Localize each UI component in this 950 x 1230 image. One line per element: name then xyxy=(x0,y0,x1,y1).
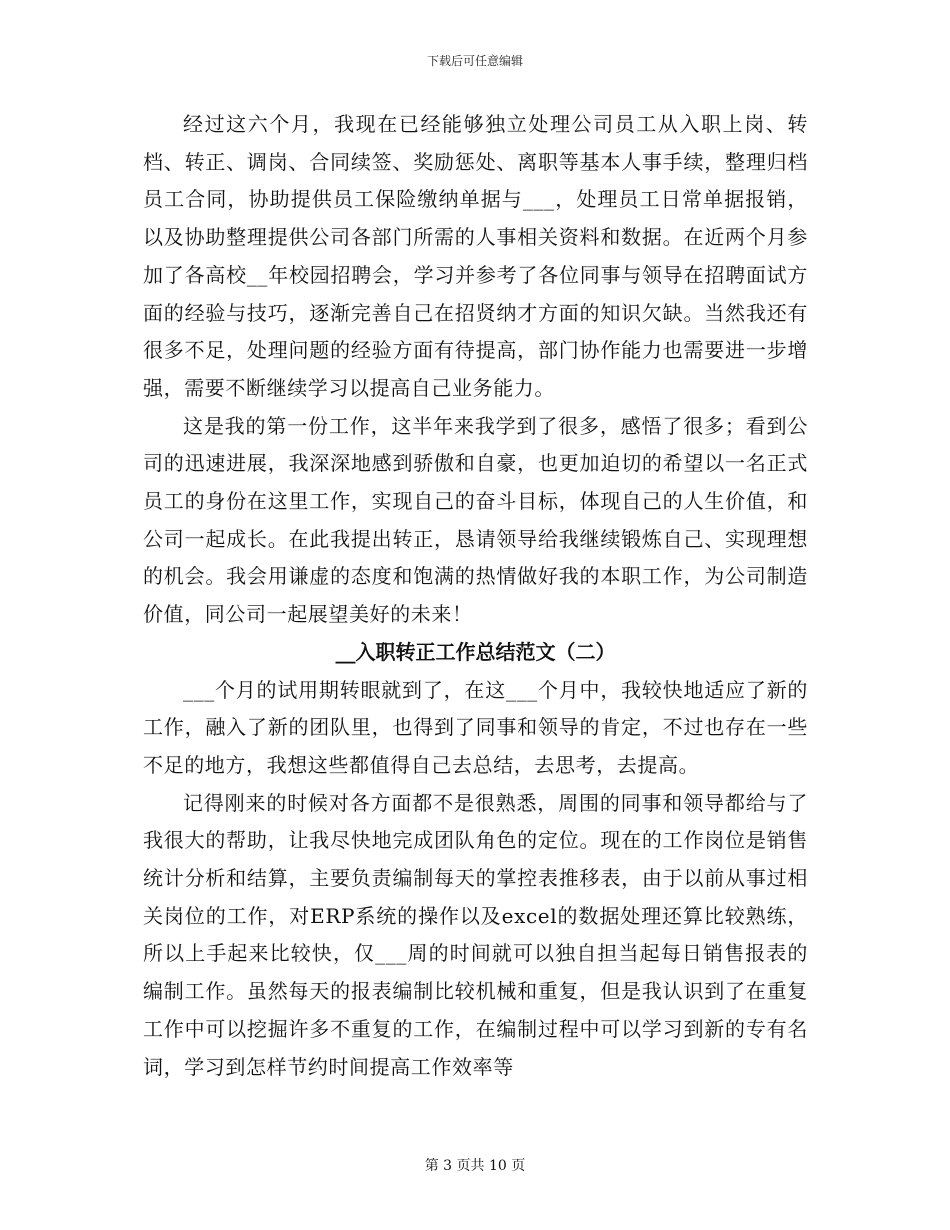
paragraph-2: 这是我的第一份工作，这半年来我学到了很多，感悟了很多；看到公司的迅速进展，我深深地感到骄傲和自豪，也更加迫切的希望以一名正式员工的身份在这里工作，实现自己的奋斗目标，体现自己的人生价值，和公司一起成长。在此我提出转正，恳请领导给我继续锻炼自己、实现理想的机会。我会用谦虚的态度和饱满的热情做好我的本职工作，为公司制造价值，同公司一起展望美好的未来！ xyxy=(143,413,808,627)
page-header: 下载后可任意编辑 xyxy=(426,54,523,68)
section-heading: __入职转正工作总结范文（二） xyxy=(335,639,616,664)
paragraph-3: ___个月的试用期转眼就到了，在这___个月中，我较快地适应了新的工作，融入了新的团队里，也得到了同事和领导的肯定，不过也存在一些不足的地方，我想这些都值得自己去总结，去思考，去提高。 xyxy=(143,677,808,777)
paragraph-1: 经过这六个月，我现在已经能够独立处理公司员工从入职上岗、转档、转正、调岗、合同续签、奖励惩处、离职等基本人事手续，整理归档员工合同，协助提供员工保险缴纳单据与___，处理员工日常单据报销，以及协助整理提供公司各部门所需的人事相关资料和数据。在近两个月参加了各高校__年校园招聘会，学习并参考了各位同事与领导在招聘面试方面的经验与技巧，逐渐完善自己在招贤纳才方面的知识欠缺。当然我还有很多不足，处理问题的经验方面有待提高，部门协作能力也需要进一步增强，需要不断继续学习以提高自己业务能力。 xyxy=(143,112,808,400)
page-footer: 第 3 页共 10 页 xyxy=(424,1158,526,1174)
document-body xyxy=(143,106,808,1086)
paragraph-4: 记得刚来的时候对各方面都不是很熟悉，周围的同事和领导都给与了我很大的帮助，让我尽快地完成团队角色的定位。现在的工作岗位是销售统计分析和结算，主要负责编制每天的掌控表推移表，由于以前从事过相关岗位的工作，对ERP系统的操作以及excel的数据处理还算比较熟练，所以上手起来比较快，仅___周的时间就可以独自担当起每日销售报表的编制工作。虽然每天的报表编制比较机械和重复，但是我认识到了在重复工作中可以挖掘许多不重复的工作，在编制过程中可以学习到新的专有名词，学习到怎样节约时间提高工作效率等 xyxy=(143,790,808,1079)
